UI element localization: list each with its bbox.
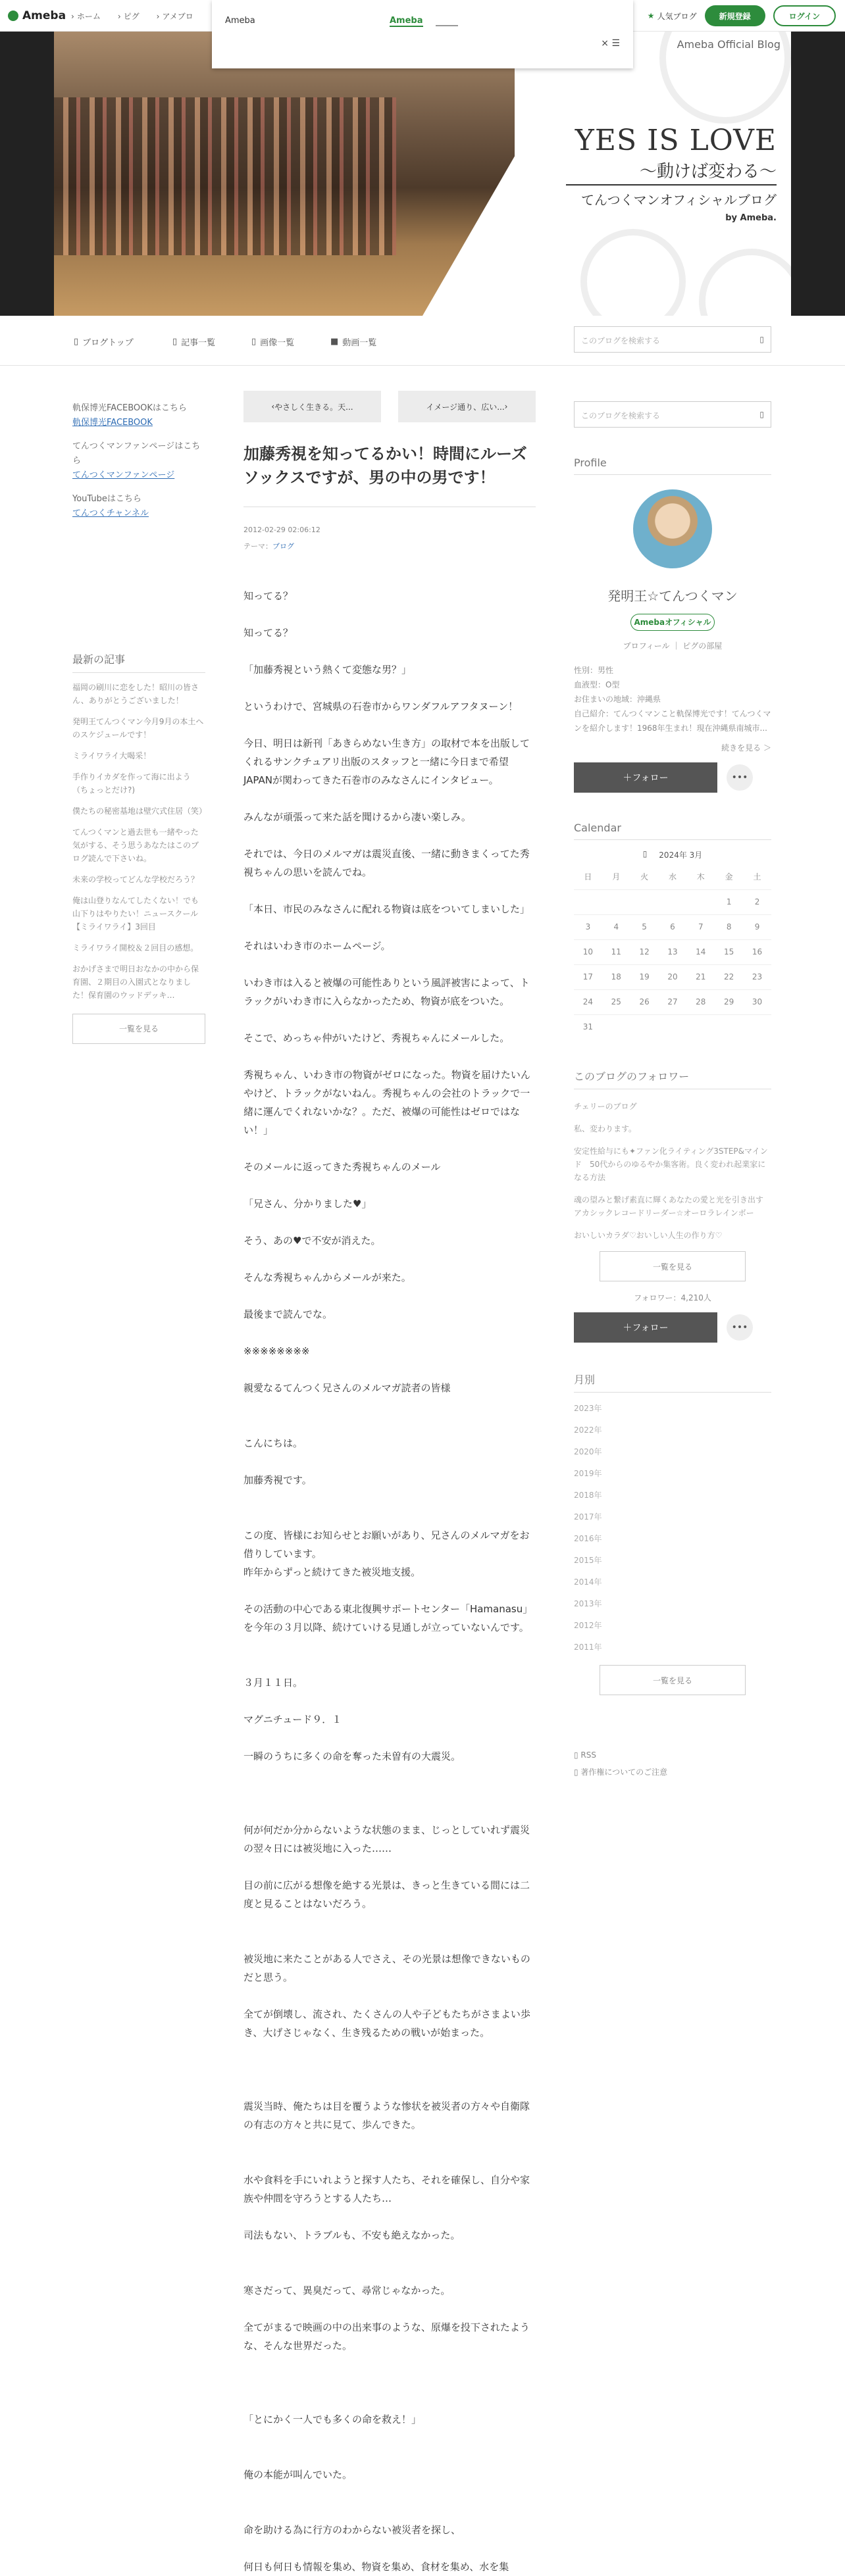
recent-more-button[interactable]: 一覧を見る [72, 1014, 205, 1044]
article-paragraph [243, 716, 536, 734]
article-paragraph: ※※※※※※※※ [243, 1345, 310, 1357]
calendar-day [574, 889, 602, 914]
calendar-day[interactable]: 2 [743, 889, 771, 914]
article-paragraph [243, 2355, 536, 2373]
calendar-day [686, 889, 715, 914]
article-paragraph: 知ってる？ [243, 590, 294, 602]
article-paragraph: 一瞬のうちに多くの命を奪った未曽有の大震災。 [243, 1750, 461, 1762]
calendar-day[interactable]: 13 [659, 939, 687, 964]
article-paragraph [243, 1784, 536, 1802]
archive-year[interactable]: 2011年 [574, 1643, 602, 1652]
article-paragraph [243, 1250, 536, 1268]
follow-button[interactable]: ＋フォロー [574, 762, 717, 793]
image-icon: ▯ [251, 337, 257, 347]
article-paragraph: そこで、めっちゃ仲がいたけど、秀視ちゃんにメールした。 [243, 1032, 510, 1044]
archive-year[interactable]: 2018年 [574, 1491, 602, 1500]
article-paragraph [243, 1637, 536, 1655]
fanpage-link[interactable]: てんつくマンファンページ [72, 470, 175, 480]
article-paragraph [243, 2152, 536, 2171]
article-paragraph [243, 1360, 536, 1379]
article-title: 加藤秀視を知ってるかい！時間にルーズソックスですが、男の中の男です！ [243, 442, 536, 507]
article-paragraph: 震災当時、俺たちは目を覆うような惨状を被災者の方々や自衛隊の有志の方々と共に見て、歩んできた。 [243, 2100, 530, 2131]
follower-item[interactable]: おいしいカラダ♡おいしい人生の作り方♡ [574, 1231, 723, 1240]
nav-pigg[interactable]: › ピグ [117, 11, 140, 21]
article-paragraph: 目の前に広がる想像を絶する光景は、きっと生きている間には二度と見ることはないだろう。 [243, 1879, 530, 1910]
article-paragraph: 今日、明日は新刊「あきらめない生き方」の取材で本を出版してくれるサンクチュアリ出版のスタッフと一緒に今日まで希望JAPANが関わってきた石巻市のみなさんにインタビュー。 [243, 737, 530, 786]
profile-name[interactable]: 発明王☆てんつくマン [607, 588, 738, 604]
follow-button[interactable]: ＋フォロー [574, 1312, 717, 1343]
youtube-link[interactable]: てんつくチャンネル [72, 508, 149, 518]
article-paragraph: こんにちは。 [243, 1437, 303, 1449]
calendar-month: 2024年 3月 [659, 851, 703, 860]
monthly-more-button[interactable]: 一覧を見る [600, 1665, 746, 1695]
header-subtitle: 〜動けば変わる〜 [639, 162, 777, 182]
article-paragraph [243, 2134, 536, 2152]
calendar-day[interactable]: 22 [715, 964, 743, 989]
article-paragraph [243, 1987, 536, 2005]
article-paragraph: 俺の本能が叫んでいた。 [243, 2469, 353, 2481]
calendar-day[interactable]: 9 [743, 914, 771, 939]
calendar-day [630, 889, 659, 914]
calendar-day[interactable]: 5 [630, 914, 659, 939]
recent-article[interactable]: ミライワライ開校＆２回目の感想。 [72, 943, 199, 953]
archive-year[interactable]: 2012年 [574, 1621, 602, 1630]
calendar-day[interactable]: 17 [574, 964, 602, 989]
article-paragraph [243, 2373, 536, 2392]
article-paragraph [243, 1692, 536, 1710]
calendar-day[interactable]: 30 [743, 989, 771, 1014]
recent-article[interactable]: 未来の学校ってどんな学校だろう？ [72, 875, 199, 884]
nav-image-list[interactable]: ▯ 画像一覧 [251, 337, 295, 348]
article-paragraph: 水や食料を手にいれようと探す人たち、それを確保し、自分や家族や仲間を守ろうとする人たち… [243, 2174, 530, 2204]
chevron-left-icon: ‹ [271, 402, 275, 411]
chevron-right-icon: › [71, 11, 74, 21]
followers-more-button[interactable]: 一覧を見る [600, 1251, 746, 1281]
article-paragraph [243, 1729, 536, 1747]
article-paragraph [243, 1931, 536, 1950]
popular-blog-link[interactable]: ★ 人気ブログ [647, 11, 697, 21]
article-paragraph [243, 2060, 536, 2079]
article-paragraph: それはいわき市のホームページ。 [243, 940, 391, 952]
article-paragraph: 全てがまるで映画の中の出来事のような、原爆を投下されたような、そんな世界だった。 [243, 2321, 530, 2352]
nav-home[interactable]: › ホーム [71, 11, 101, 21]
archive-year[interactable]: 2022年 [574, 1425, 602, 1435]
article [243, 391, 536, 2576]
article-paragraph [243, 2263, 536, 2281]
theme-link[interactable]: ブログ [272, 542, 294, 551]
article-paragraph: 全てが倒壊し、流され、たくさんの人や子どもたちがさまよい歩き、大げさじゃなく、生き残るための戦いが始まった。 [243, 2008, 530, 2039]
article-paragraph: 昨年からずっと続けてきた被災地支援。 [243, 1566, 421, 1578]
chevron-left-icon[interactable]: ▯ [642, 849, 648, 858]
left-sidebar [72, 401, 205, 1044]
archive-year[interactable]: 2023年 [574, 1404, 602, 1413]
calendar-day[interactable]: 31 [574, 1014, 602, 1039]
calendar-day[interactable]: 28 [686, 989, 715, 1014]
calendar-day[interactable]: 15 [715, 939, 743, 964]
article-paragraph [243, 1802, 536, 1821]
calendar-day[interactable]: 18 [602, 964, 630, 989]
article-paragraph [243, 2392, 536, 2410]
calendar-day [743, 1014, 771, 1039]
article-paragraph [243, 605, 536, 624]
header-photo [54, 32, 515, 316]
ad-popup [212, 0, 633, 68]
archive-year[interactable]: 2014年 [574, 1577, 602, 1587]
article-paragraph: 最後まで読んでな。 [243, 1308, 333, 1320]
article-paragraph [243, 1858, 536, 1876]
page-icon: ▯ [74, 337, 79, 347]
calendar-heading: Calendar [574, 822, 771, 840]
rss-icon: ▯ [574, 1750, 581, 1760]
archive-year[interactable]: 2013年 [574, 1599, 602, 1608]
official-badge: Amebaオフィシャル [630, 614, 715, 631]
calendar-day[interactable]: 21 [686, 964, 715, 989]
follower-list [574, 1100, 771, 1242]
article-paragraph [243, 1416, 536, 1434]
calendar-day[interactable]: 19 [630, 964, 659, 989]
recent-article[interactable]: おかげさまで明日おなかの中から保育園、２期目の入園式となりました！保育園のウッドデッキ… [72, 964, 199, 1000]
calendar-day [630, 1014, 659, 1039]
by-ameba: by Ameba. [725, 213, 777, 223]
article-paragraph [243, 826, 536, 845]
article-paragraph [243, 2244, 536, 2263]
room-link[interactable]: ピグの部屋 [682, 641, 723, 651]
article-body [243, 587, 536, 2576]
follow-area [574, 762, 771, 793]
article-paragraph [243, 789, 536, 808]
calendar-day [602, 1014, 630, 1039]
article-paragraph: そのメールに返ってきた秀視ちゃんのメール [243, 1161, 441, 1173]
recent-heading: 最新の記事 [72, 653, 205, 673]
nav-ameblo[interactable]: › アメブロ [156, 11, 193, 21]
article-paragraph: 命を助ける為に行方のわからない被災者を探し、 [243, 2524, 461, 2536]
calendar-day [659, 889, 687, 914]
list-icon: ▯ [172, 337, 178, 347]
calendar-day[interactable]: 16 [743, 939, 771, 964]
continue-link[interactable]: 続きを見る ＞ [721, 743, 771, 753]
login-button[interactable]: ログイン [773, 5, 836, 26]
calendar-day [686, 1014, 715, 1039]
article-paragraph: 「本日、市民のみなさんに配れる物資は底をついてしまいした」 [243, 903, 530, 915]
follower-count: フォロワー：4,210人 [634, 1293, 711, 1302]
recent-article[interactable]: 手作りイカダを作って海に出よう（ちょっとだけ?) [72, 772, 191, 795]
article-paragraph [243, 1213, 536, 1231]
intro-youtube: YouTubeはこちら てんつくチャンネル [72, 494, 149, 518]
article-paragraph [243, 1139, 536, 1158]
search-icon[interactable]: ▯ [759, 410, 764, 419]
article-paragraph [243, 918, 536, 937]
article-paragraph [243, 1047, 536, 1066]
profile-heading: Profile [574, 457, 771, 475]
article-paragraph [243, 1452, 536, 1471]
blog-search-input[interactable]: このブログを検索する ▯ [574, 326, 771, 353]
article-paragraph: 何が何だか分からないような状態のまま、じっとしていれず震災の翌々日には被災地に入った…… [243, 1824, 530, 1854]
article-paragraph [243, 2208, 536, 2226]
video-icon: ■ [330, 337, 339, 347]
calendar-day[interactable]: 26 [630, 989, 659, 1014]
calendar-weekday: 火 [640, 872, 649, 882]
monthly-heading: 月別 [574, 1372, 771, 1393]
article-paragraph: 何日も何日も情報を集め、物資を集め、食材を集め、水を集 [243, 2561, 509, 2573]
avatar[interactable] [633, 489, 712, 568]
calendar-day[interactable]: 29 [715, 989, 743, 1014]
more-options-icon[interactable]: ••• [727, 764, 753, 791]
article-paragraph [243, 881, 536, 900]
article-paragraph: それでは、今日のメルマガは震災直後、一緒に動きまくってた秀視ちゃんの思いを読んでね。 [243, 848, 530, 878]
calendar-weekday: 月 [612, 872, 621, 882]
calendar-nav [574, 849, 771, 860]
article-paragraph [243, 2079, 536, 2097]
article-paragraph [243, 2447, 536, 2465]
calendar-day[interactable]: 6 [659, 914, 687, 939]
calendar-weekday: 金 [725, 872, 733, 882]
calendar-day[interactable]: 10 [574, 939, 602, 964]
calendar [574, 864, 771, 1039]
article-paragraph: というわけで、宮城県の石巻市からワンダフルアフタヌーン！ [243, 701, 519, 712]
article-paragraph: みんなが頑張って来た話を聞けるから凄い楽しみ。 [243, 811, 471, 823]
follower-item[interactable]: 安定性給与にも✦ファン化ライティング3STEP&マインド 50代からのゆるやか集客術。良く変われ起業家になる方法 [574, 1147, 768, 1182]
recent-article[interactable]: てんつくマンと過去世も一緒やった気がする、そう思うあなたはこのブログ読んで下さいね。 [72, 828, 199, 863]
recent-article[interactable]: 発明王てんつくマン今月9月の本土へのスケジュールです！ [72, 717, 204, 739]
article-paragraph [243, 2484, 536, 2502]
right-sidebar [574, 401, 771, 1781]
search-icon[interactable]: ▯ [759, 335, 764, 344]
nav-video-list[interactable]: ■ 動画一覧 [330, 337, 377, 348]
article-theme: テーマ：ブログ [243, 542, 294, 551]
article-paragraph [243, 1655, 536, 1673]
calendar-day[interactable]: 11 [602, 939, 630, 964]
article-paragraph [243, 955, 536, 974]
blog-title: てんつくマンオフィシャルブログ [581, 192, 777, 208]
follow-area-2 [574, 1312, 771, 1343]
intro-fanpage: てんつくマンファンページはこちら てんつくマンファンページ [72, 441, 201, 480]
calendar-day[interactable]: 23 [743, 964, 771, 989]
monthly-archive [574, 1398, 771, 1658]
article-paragraph [243, 1581, 536, 1600]
article-paragraph: そう、あの♥で不安が消えた。 [243, 1235, 381, 1247]
profile-link[interactable]: プロフィール [623, 641, 670, 651]
article-date: 2012-02-29 02:06:12 [243, 526, 320, 534]
calendar-day[interactable]: 8 [715, 914, 743, 939]
article-paragraph [243, 642, 536, 660]
rss-link[interactable]: ▯ RSS [574, 1750, 596, 1760]
chevron-right-icon: › [504, 402, 508, 411]
calendar-day[interactable]: 3 [574, 914, 602, 939]
official-blog-label: Ameba Official Blog [677, 38, 781, 51]
article-paragraph: 司法もない、トラブルも、不安も絶えなかった。 [243, 2229, 461, 2241]
article-paragraph: マグニチュード９．１ [243, 1714, 342, 1725]
header-rule [566, 184, 777, 186]
header-banner[interactable] [54, 32, 791, 316]
intro-facebook: 軌保博光FACEBOOKはこちら 軌保博光FACEBOOK [72, 403, 187, 428]
article-paragraph [243, 1287, 536, 1305]
article-paragraph: 「加藤秀視という熱くて変態な男？」 [243, 664, 412, 676]
signup-button[interactable]: 新規登録 [705, 5, 765, 26]
article-paragraph: 「兄さん、分かりました♥」 [243, 1198, 372, 1210]
article-paragraph: 被災地に来たことがある人でさえ、その光景は想像できないものだと思う。 [243, 1953, 530, 1983]
chevron-right-icon: › [156, 11, 160, 21]
article-paragraph [243, 1010, 536, 1029]
calendar-day[interactable]: 25 [602, 989, 630, 1014]
article-paragraph [243, 1324, 536, 1342]
article-paragraph: 知ってる？ [243, 627, 294, 639]
facebook-link[interactable]: 軌保博光FACEBOOK [72, 418, 153, 428]
copyright-link[interactable]: ▯ 著作権についてのご注意 [574, 1768, 668, 1777]
article-paragraph [243, 1489, 536, 1508]
article-paragraph: 「とにかく一人でも多くの命を救え！」 [243, 2414, 422, 2425]
popup-brand: Ameba [225, 16, 255, 26]
calendar-day[interactable]: 7 [686, 914, 715, 939]
close-icon[interactable]: × ☰ [601, 38, 620, 49]
calendar-day [715, 1014, 743, 1039]
recent-article[interactable]: ミライワライ大喝采！ [72, 751, 151, 760]
ameba-logo[interactable]: Ameba [8, 8, 66, 24]
prev-article-button[interactable]: ‹ やさしく生きる。天... [243, 391, 381, 422]
recent-article[interactable]: 俺は山登りなんてしたくない！でも山下りはやりたい！ニュースクール【ミライワライ】3回目 [72, 896, 199, 931]
calendar-weekday: 日 [584, 872, 592, 882]
menu-icon: ☰ [611, 38, 620, 49]
article-paragraph [243, 1766, 536, 1784]
followers-heading: このブログのフォロワー [574, 1068, 771, 1089]
calendar-day[interactable]: 24 [574, 989, 602, 1014]
calendar-day [602, 889, 630, 914]
article-paragraph [243, 2429, 536, 2447]
article-paragraph [243, 2300, 536, 2318]
follower-item[interactable]: 魂の望みと繋げ素直に輝くあなたの愛と光を引き出すアカシックレコードリーダー☆オーロラレインボー [574, 1195, 764, 1218]
article-paragraph: 秀視ちゃん、いわき市の物資がゼロになった。物資を届けたいんやけど、トラックがないねん。秀視ちゃんの会社のトラックで一緒に運んでくれないかな？。ただ、被爆の可能性はゼロではない！」 [243, 1069, 530, 1136]
archive-year[interactable]: 2016年 [574, 1534, 602, 1543]
follower-item[interactable]: チェリーのブログ [574, 1102, 637, 1111]
nav-article-list[interactable]: ▯ 記事一覧 [172, 337, 216, 348]
article-paragraph: そんな秀視ちゃんからメールが来た。 [243, 1272, 411, 1283]
popup-divider [436, 25, 458, 26]
more-options-icon[interactable]: ••• [727, 1314, 753, 1341]
header-title: YES IS LOVE [575, 124, 777, 157]
calendar-day [659, 1014, 687, 1039]
article-pager [243, 391, 536, 422]
archive-year[interactable]: 2019年 [574, 1469, 602, 1478]
recent-article[interactable]: 福岡の刷川に恋をした！昭川の皆さん、ありがとうございました！ [72, 683, 199, 705]
calendar-day[interactable]: 1 [715, 889, 743, 914]
global-nav [71, 11, 193, 22]
article-paragraph [243, 2502, 536, 2521]
profile-links: プロフィール ｜ ピグの部屋 [623, 641, 723, 651]
chevron-right-icon: › [117, 11, 121, 21]
archive-year[interactable]: 2015年 [574, 1556, 602, 1565]
profile-info: 性別：男性 血液型：O型 お住まいの地域：沖縄県 自己紹介：てんつくマンこと軌保博光です！てんつくマンを紹介します！1968年生まれ！現在沖縄県南城市... [574, 666, 771, 733]
article-paragraph: 親愛なるてんつく兄さんのメルマガ読者の皆様 [243, 1382, 451, 1394]
archive-year[interactable]: 2017年 [574, 1512, 602, 1522]
calendar-day[interactable]: 20 [659, 964, 687, 989]
article-paragraph: ３月１１日。 [243, 1677, 303, 1689]
ameba-logo-icon [8, 11, 18, 21]
popup-link[interactable]: Ameba [390, 16, 423, 26]
calendar-weekday: 土 [753, 872, 761, 882]
calendar-weekday: 水 [668, 872, 677, 882]
article-paragraph [243, 1913, 536, 1931]
article-paragraph [243, 1397, 536, 1416]
follower-item[interactable]: 私、変わります。 [574, 1124, 637, 1133]
article-paragraph [243, 679, 536, 697]
sidebar-footer-links [574, 1746, 771, 1781]
nav-blog-top[interactable]: ▯ ブログトップ [74, 337, 134, 348]
calendar-day[interactable]: 14 [686, 939, 715, 964]
calendar-day[interactable]: 4 [602, 914, 630, 939]
document-icon: ▯ [574, 1768, 581, 1777]
calendar-day[interactable]: 12 [630, 939, 659, 964]
calendar-weekday: 木 [696, 872, 705, 882]
calendar-day[interactable]: 27 [659, 989, 687, 1014]
star-icon: ★ [647, 11, 655, 20]
sidebar-search-input[interactable]: このブログを検索する ▯ [574, 401, 771, 428]
article-paragraph [243, 1176, 536, 1195]
article-paragraph: この度、皆様にお知らせとお願いがあり、兄さんのメルマガをお借りしています。 [243, 1529, 530, 1560]
archive-year[interactable]: 2020年 [574, 1447, 602, 1456]
article-paragraph: いわき市は入ると被爆の可能性ありという風評被害によって、トラックがいわき市に入らなかったため、物資が底をついた。 [243, 977, 530, 1007]
next-article-button[interactable]: イメージ通り、広い... › [398, 391, 536, 422]
recent-article[interactable]: 僕たちの秘密基地は壁穴式住居（笑） [72, 806, 207, 816]
article-paragraph: 加藤秀視です。 [243, 1474, 312, 1486]
article-paragraph [243, 2042, 536, 2060]
article-paragraph: 寒さだって、異臭だって、尋常じゃなかった。 [243, 2285, 451, 2296]
article-paragraph [243, 2539, 536, 2558]
article-paragraph: その活動の中心である東北復興サポートセンター「Hamanasu」を今年の３月以降、続けていける見通しが立っていないんです。 [243, 1603, 533, 1633]
article-paragraph [243, 1508, 536, 1526]
